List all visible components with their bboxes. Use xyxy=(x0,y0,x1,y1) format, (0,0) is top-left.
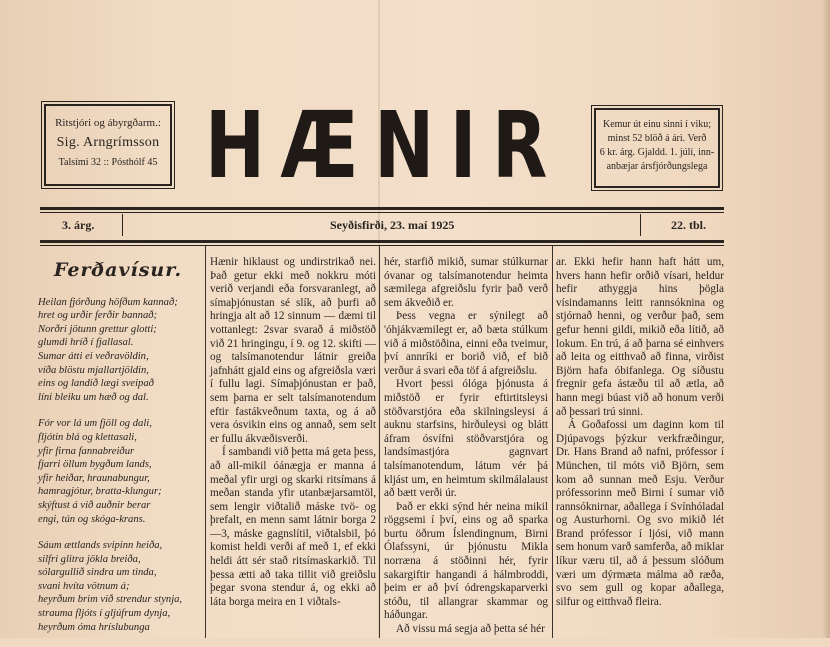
article-paragraph: Hvort þessi ólóga þjónusta á miðstöð er fyrir eftirtitsleysi stöðvarstjóra eða skilningsleysi á auknu starfsins, hirðuleysi og blátt áfram ósvífni stöðvarstjóra og landsímastjóra gagnvart talsímanotendum, látum vér þá kljást um, en heimtum skilmálalaust að bætt verði úr. xyxy=(384,378,548,500)
poem-line: fljótin blá og klettasali, xyxy=(38,431,137,443)
place-date: Seyðisfirði, 23. maí 1925 xyxy=(330,218,455,232)
poem-stanza xyxy=(38,417,198,526)
article-column-3 xyxy=(384,256,548,637)
article-paragraph: Það er ekki sýnd hér neina mikil röggsemi í því, eins og að sparka burtu öðrum Íslendingnum, Birni Ólafssyni, úr þjónustu Mikla norræna á stöðinni hér, fyrir sakargiftir hangandi á hálmbroddi, þeim er að því ódrengskaparverki stóðu, til allangrar skammar og háðungar. xyxy=(384,500,548,622)
subscription-info-box xyxy=(594,108,720,188)
infobar-rule-bottom-thin xyxy=(40,245,724,246)
subscription-line-2: minst 52 blöð á ári. Verð xyxy=(607,133,707,144)
poem-line: yfir firna fannabreiður xyxy=(38,445,135,457)
editor-name: Sig. Arngrímsson xyxy=(56,135,160,150)
subscription-line-4: anbæjar ársfjórðungslega xyxy=(606,161,708,172)
poem-stanza xyxy=(38,539,198,634)
poem-line: fjarri öllum bygðum lands, xyxy=(38,459,152,471)
article-paragraph: Í sambandi við þetta má geta þess, að all-mikil óánægja er manna á meðal yfir urgi og skarki ritsímans á meðan standa yfir utanbæjarsamtöl, sem lengir viðtalið máske tvö- og þrefalt, en menn samt látnir borga 2—3, máske gagnslítil, viðtalsbil, þó komist heldi verði af með 1, ef ekki heldi átt sér stað ritsímaskarkið. Til þessa ætti að taka tillit við greiðslu þegar svona stendur á, og ekki að láta borga meira en 1 viðtals- xyxy=(210,446,376,608)
column-divider xyxy=(205,246,206,638)
poem-line: Fór vor lá um fjöll og dali, xyxy=(38,418,152,430)
article-paragraph: Þess vegna er sýnilegt að 'óhjákvæmilegt er, að bæta stúlkum við á miðstöðina, einni eða tveimur, því annríki er borið við, ef bið verður á svari eða töf á afgreiðslu. xyxy=(384,310,548,377)
poem-line: strauma fljóts í gljúfrum dynja, xyxy=(38,608,171,620)
volume-label: 3. árg. xyxy=(62,218,95,232)
article-column-2 xyxy=(210,256,376,609)
poem-line: Sáum ættlands svipinn heiða, xyxy=(38,540,163,552)
poem-line: líni bleiku um hæð og dal. xyxy=(38,391,149,403)
poem-line: silfri glitra jökla breiða, xyxy=(38,553,141,565)
poem-line: Heilan fjórðung höfðum kannað; xyxy=(38,296,178,308)
editor-contact: Talsími 32 :: Pósthólf 45 xyxy=(58,157,158,168)
poem-line: yfir heiðar, hraunabungur, xyxy=(38,472,150,484)
issue-info-bar xyxy=(40,210,724,238)
poem-line: víða blöstu mjallartjöldin, xyxy=(38,364,149,376)
infobar-rule-bottom xyxy=(40,240,724,243)
poem-title: Ferðavísur. xyxy=(53,259,183,281)
poem-column xyxy=(38,256,198,647)
poem-line: eins og landið lægi sveipað xyxy=(38,378,154,390)
infobar-divider xyxy=(122,214,123,236)
article-paragraph: hér, starfið mikið, sumar stúlkurnar óvanar og talsímanotendur heimta sæmilega afgreiðslu fyrir það verð sem ákveðið er. xyxy=(384,256,548,309)
subscription-line-3: 6 kr. árg. Gjaldd. 1. júlí, inn- xyxy=(599,147,715,158)
article-paragraph: Að vissu má segja að þetta sé hér xyxy=(396,623,545,636)
editor-info-box xyxy=(44,104,172,186)
page-edge-shadow xyxy=(822,0,830,638)
issue-number: 22. tbl. xyxy=(670,218,706,232)
column-divider xyxy=(552,246,553,638)
article-column-4 xyxy=(556,256,724,609)
poem-line: glumdi hríð í fjallasal. xyxy=(38,337,134,349)
article-paragraph: Hænir hiklaust og undirstrikað nei. Það getur ekki með nokkru móti verið verjandi eða forsvaranlegt, að símaþjónustan sé slík, að þurfi að hringja alt að 12 sinnum — dæmi til vottanlegt: 2svar svarað á miðstöð við 21 hringingu, í 9. og 12. skifti — og talsímanotendur látnir greiða jafnhátt gjald eins og afgreiðsla væri í fullu lagi. Símaþjónustan er það, sem þarna er selt talsímanotendum eftir fastákveðnum taxta, og á að vera ósvikin eins og annað, sem selt er fullu ákvæðisverði. xyxy=(210,256,376,445)
article-paragraph: Á Goðafossi um daginn kom til Djúpavogs þýzkur verkfræðingur, Dr. Hans Brand að nafni, prófessor í München, til móts við Björn, sem kom að sunnan með Esju. Verður prófessorinn með Birni í sumar við rannsóknirnar, aðallega í Svínhóladal og Austurhorni. Og svo mikið lét Brand prófessor í ljósi, við mann sem honum varð samferða, að miklar líkur væru til, að á þessum slóðum væri um dýrmæta málma að ræða, svo sem gull og kopar aðallega, silfur og eitthvað fleira. xyxy=(556,419,724,608)
column-divider xyxy=(379,246,380,638)
poem-line: heyrðum brim við strendur stynja, xyxy=(38,594,183,606)
poem-line: heyrðum óma hríslubunga xyxy=(38,621,150,633)
poem-line: Sumar átti ei veðravöldin, xyxy=(38,350,149,362)
subscription-line-1: Kemur út einu sinni í viku; xyxy=(602,119,712,130)
masthead-title: HÆNIR xyxy=(205,92,563,199)
poem-line: hamragjótur, bratta-klungur; xyxy=(38,486,162,498)
poem-line: svani hvíta vötnum á; xyxy=(38,580,130,592)
poem-line: skýftust á við auðnir berar xyxy=(38,499,151,511)
poem-line: engi, tún og skóga-krans. xyxy=(38,513,146,525)
article-paragraph: ar. Ekki hefir hann haft hátt um, hvers hann hefir orðið vísari, heldur hefir athyggja hins þögla vísindamanns leitt rannsóknina og stjórnað henni, og verður það, sem gefur henni gildi, mikið eða lítið, að lokum. En trú, á að þarna sé einhvers að leita og eitthvað að finna, virðist Björn hafa óbifanlega. Og síðustu fregnir gefa ástæðu til að ætla, að hann megi búast við að honum verði að þessari trú sinni. xyxy=(556,256,724,418)
poem-line: hret og urðir ferðir bannað; xyxy=(38,310,158,322)
poem-line: sólargullið sindra um tinda, xyxy=(38,567,157,579)
poem-line: Norðri jötunn grettur glotti; xyxy=(38,323,157,335)
editor-label: Ritstjóri og ábyrgðarm.: xyxy=(55,117,161,129)
infobar-divider xyxy=(640,214,641,236)
poem-stanza xyxy=(38,296,198,405)
